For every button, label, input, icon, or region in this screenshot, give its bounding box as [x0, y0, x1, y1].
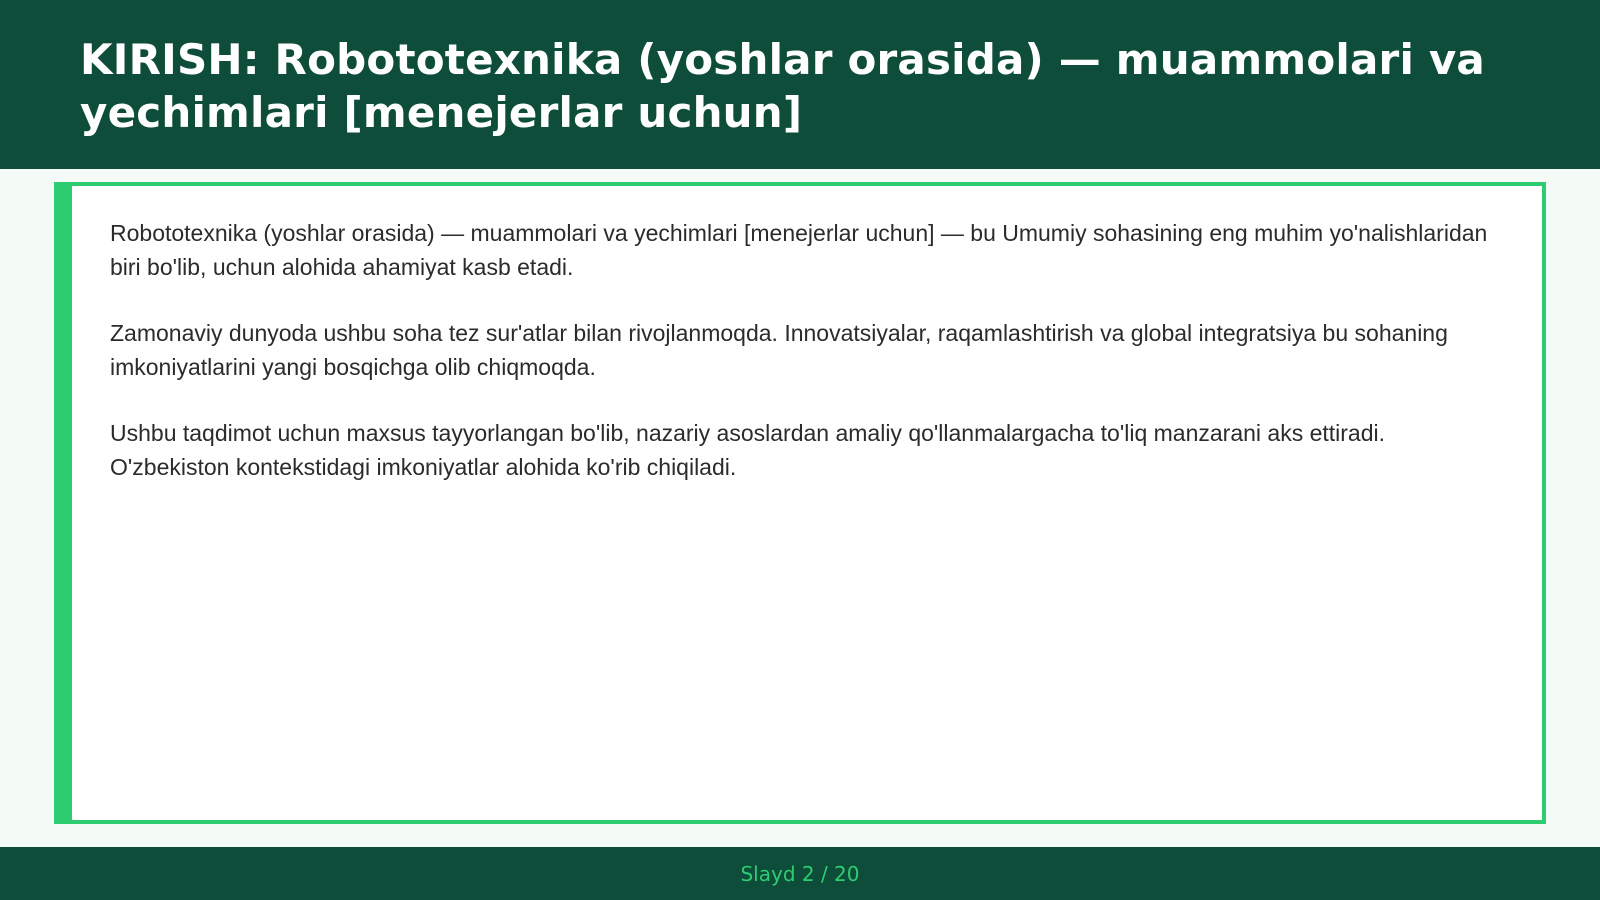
slide-title: KIRISH: Robototexnika (yoshlar orasida) — muammolari va yechimlari [menejerlar uchun]	[80, 35, 1485, 137]
slide-header	[0, 0, 1600, 169]
slide-footer	[0, 847, 1600, 900]
intro-paragraph-1: Robototexnika (yoshlar orasida) — muammolari va yechimlari [menejerlar uchun] — bu Umumiy sohasining eng muhim yo'nalishlaridan biri bo'lib, uchun alohida ahamiyat kasb etadi.	[110, 220, 1488, 280]
intro-paragraph-2: Zamonaviy dunyoda ushbu soha tez sur'atlar bilan rivojlanmoqda. Innovatsiyalar, raqamlashtirish va global integratsiya bu sohaning imkoniyatlarini yangi bosqichga olib chiqmoqda.	[110, 320, 1448, 380]
slide-counter: Slayd 2 / 20	[740, 862, 860, 886]
intro-paragraph-3: Ushbu taqdimot uchun maxsus tayyorlangan bo'lib, nazariy asoslardan amaliy qo'llanmalargacha to'liq manzarani aks ettiradi. O'zbekiston kontekstidagi imkoniyatlar alohida ko'rib chiqiladi.	[110, 420, 1386, 480]
content-panel	[54, 182, 1546, 824]
